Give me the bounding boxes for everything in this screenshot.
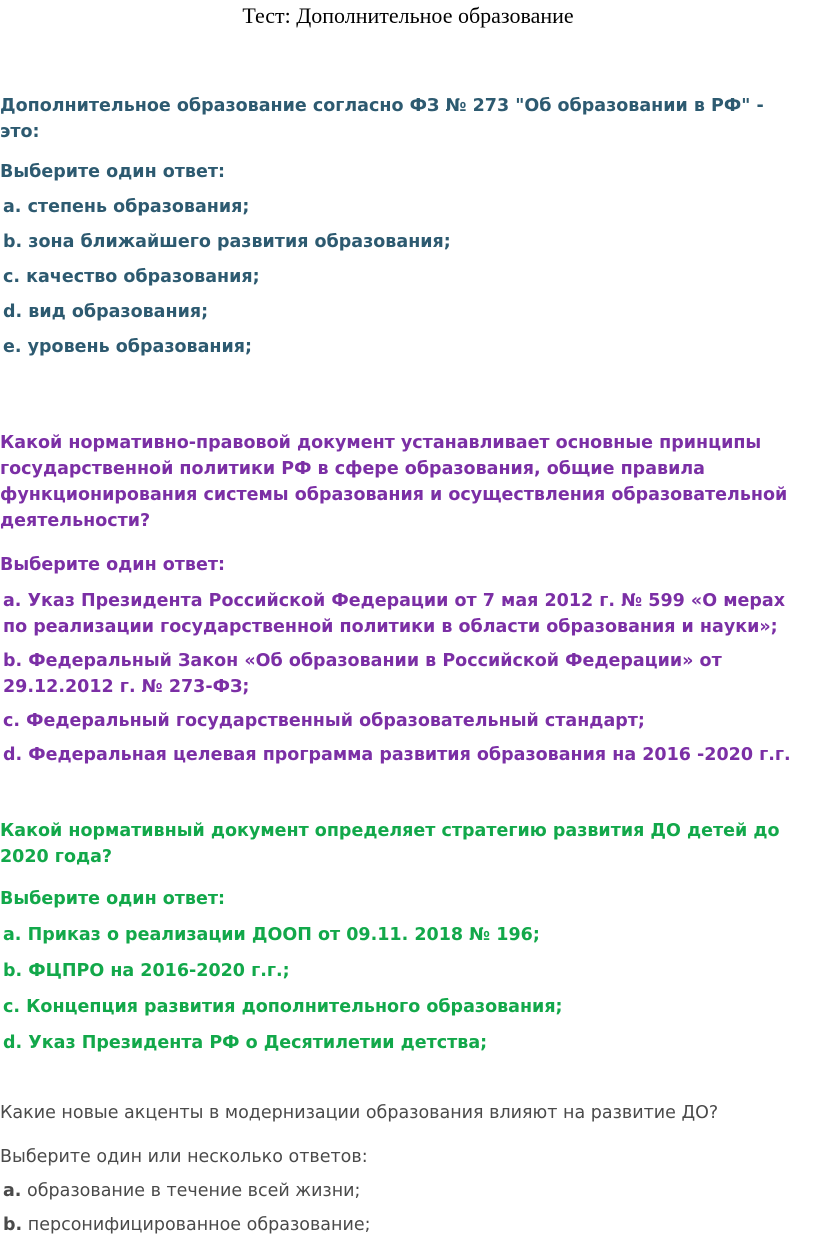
answer-option[interactable] [0, 994, 808, 1020]
option-text: Указ Президента РФ о Десятилетии детства; [28, 1033, 488, 1053]
option-text: ФЦПРО на 2016-2020 г.г.; [28, 961, 290, 981]
option-text: образование в течение всей жизни; [27, 1181, 361, 1201]
document-title: Тест: Дополнительное образование [242, 3, 574, 28]
question-1-options [0, 194, 808, 360]
answer-option[interactable] [0, 922, 808, 948]
question-4-prompt: Выберите один или несколько ответов: [0, 1147, 368, 1167]
answer-option[interactable] [0, 588, 808, 640]
option-letter: b. [3, 961, 23, 981]
question-3-text: Какой нормативный документ определяет стратегию развития ДО детей до 2020 года? [0, 821, 780, 867]
question-1-prompt: Выберите один ответ: [0, 162, 225, 182]
option-letter: a. [3, 591, 22, 611]
option-letter: c. [3, 267, 21, 287]
option-text: Концепция развития дополнительного образования; [26, 997, 563, 1017]
question-1-text: Дополнительное образование согласно ФЗ № 273 "Об образовании в РФ" - это: [0, 96, 764, 142]
option-text: персонифицированное образование; [27, 1215, 371, 1235]
option-letter: d. [3, 745, 23, 765]
answer-option[interactable] [0, 708, 808, 734]
question-3-prompt: Выберите один ответ: [0, 889, 225, 909]
question-2-options [0, 588, 808, 768]
option-text: уровень образования; [27, 337, 253, 357]
option-letter: c. [3, 997, 21, 1017]
option-letter: b. [3, 1215, 23, 1235]
option-text: степень образования; [27, 197, 250, 217]
question-4-options [0, 1178, 808, 1238]
answer-option[interactable] [0, 1178, 808, 1204]
option-letter: a. [3, 1181, 22, 1201]
question-2-prompt: Выберите один ответ: [0, 555, 225, 575]
option-letter: b. [3, 232, 23, 252]
option-letter: e. [3, 337, 22, 357]
answer-option[interactable] [0, 958, 808, 984]
answer-option[interactable] [0, 1030, 808, 1056]
answer-option[interactable] [0, 299, 808, 325]
option-letter: a. [3, 197, 22, 217]
option-text: Указ Президента Российской Федерации от 7 мая 2012 г. № 599 «О мерах по реализации государственной политики в области образования и науки»; [3, 591, 786, 637]
question-3-options [0, 922, 808, 1056]
option-text: Федеральная целевая программа развития образования на 2016 -2020 г.г. [28, 745, 791, 765]
question-2 [0, 430, 808, 768]
option-text: Федеральный Закон «Об образовании в Российской Федерации» от 29.12.2012 г. № 273-ФЗ; [3, 651, 722, 697]
option-text: вид образования; [28, 302, 209, 322]
answer-option[interactable] [0, 1212, 808, 1238]
question-4-text: Какие новые акценты в модернизации образования влияют на развитие ДО? [0, 1103, 719, 1123]
question-1 [0, 93, 808, 360]
answer-option[interactable] [0, 264, 808, 290]
option-text: качество образования; [26, 267, 260, 287]
option-text: зона ближайшего развития образования; [28, 232, 451, 252]
question-2-text: Какой нормативно-правовой документ устанавливает основные принципы государственной политики РФ в сфере образования, общие правила функционирования системы образования и осуществления образовательной деятельности? [0, 433, 788, 531]
option-letter: c. [3, 711, 21, 731]
answer-option[interactable] [0, 334, 808, 360]
option-letter: b. [3, 651, 23, 671]
answer-option[interactable] [0, 742, 808, 768]
answer-option[interactable] [0, 229, 808, 255]
option-letter: a. [3, 925, 22, 945]
option-text: Федеральный государственный образовательный стандарт; [26, 711, 645, 731]
answer-option[interactable] [0, 194, 808, 220]
question-4 [0, 1100, 808, 1238]
answer-option[interactable] [0, 648, 808, 700]
option-text: Приказ о реализации ДООП от 09.11. 2018 № 196; [27, 925, 540, 945]
option-letter: d. [3, 302, 23, 322]
option-letter: d. [3, 1033, 23, 1053]
question-3 [0, 818, 808, 1056]
